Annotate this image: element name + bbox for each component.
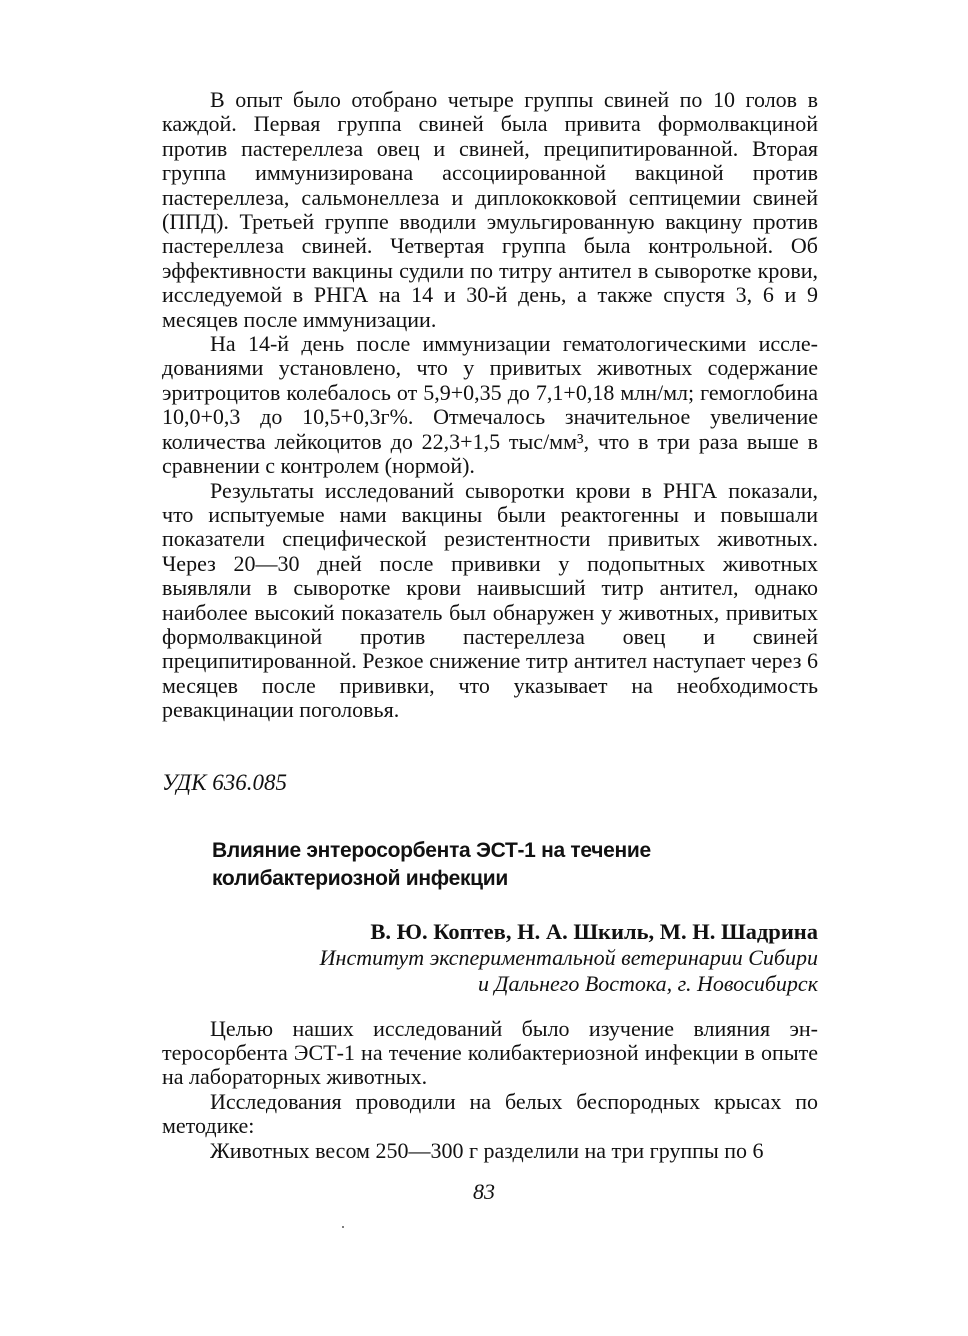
- page-number: 83: [473, 1179, 495, 1204]
- affiliation-line: Институт экспериментальной ветеринарии Сибири: [319, 944, 818, 970]
- article-body: [162, 1017, 818, 1163]
- page-content: [162, 88, 818, 1163]
- body-paragraph: Целью наших исследований было изучение влияния энтеросорбента ЭСТ-1 на течение колибактериозной инфекции в опыте на лабораторных животных.: [162, 1015, 818, 1090]
- article-affiliation: [162, 945, 818, 997]
- udk-code: УДК 636.085: [162, 769, 287, 795]
- affiliation-line: и Дальнего Востока, г. Новосибирск: [477, 970, 818, 996]
- article-authors: В. Ю. Коптев, Н. А. Шкиль, М. Н. Шадрина: [370, 918, 818, 944]
- previous-article-body: [162, 88, 818, 723]
- body-paragraph: Животных весом 250—300 г разделили на три группы по 6: [210, 1137, 764, 1163]
- article-title: [212, 837, 818, 893]
- body-paragraph: В опыт было отобрано четыре группы свиней по 10 голов в каждой. Первая группа свиней была привита формолвакциной против пастереллеза овец и свиней, преципитированной. Вторая группа иммунизирована ассоциированной вакциной против пастереллеза, сальмонеллеза и диплококковой септицемии свиней (ППД). Третьей группе вводили эмульгированную вакцину против пастереллеза свиней. Четвертая группа была контрольной. Об эффективности вакцины судили по титру антител в сыворотке крови, исследуемой в РНГА на 14 и 30-й день, а также спустя 3, 6 и 9 месяцев после иммунизации.: [162, 87, 818, 332]
- article-title-line: колибактериозной инфекции: [212, 866, 509, 890]
- body-paragraph: Результаты исследований сыворотки крови в РНГА показали, что испытуемые нами вакцины были реактогенны и повышали показатели специфической резистентности привитых животных. Через 20—30 дней после прививки у подопытных животных выявляли в сыворотке крови наивысший титр антител, однако наиболее высокий показатель был обнаружен у животных, привитых формолвакциной против пастереллеза овец и свиней преципитированной. Резкое снижение титр антител наступает через 6 месяцев после прививки, что указывает на необходимость ревакцинации поголовья.: [162, 477, 818, 723]
- body-paragraph: На 14-й день после иммунизации гематологическими исследованиями установлено, что у привитых животных содержание эритроцитов колебалось от 5,9+0,35 до 7,1+0,18 млн/мл; гемоглобина 10,0+0,3 до 10,5+0,3г%. Отмечалось значительное увеличение количества лейкоцитов до 22,3+1,5 тыс/мм³, что в три раза выше в сравнении с контролем (нормой).: [162, 331, 818, 479]
- scan-speck: [342, 1226, 344, 1228]
- article-title-line: Влияние энтеросорбента ЭСТ-1 на течение: [212, 838, 651, 862]
- body-paragraph: Исследования проводили на белых беспородных крысах по методике:: [162, 1088, 818, 1139]
